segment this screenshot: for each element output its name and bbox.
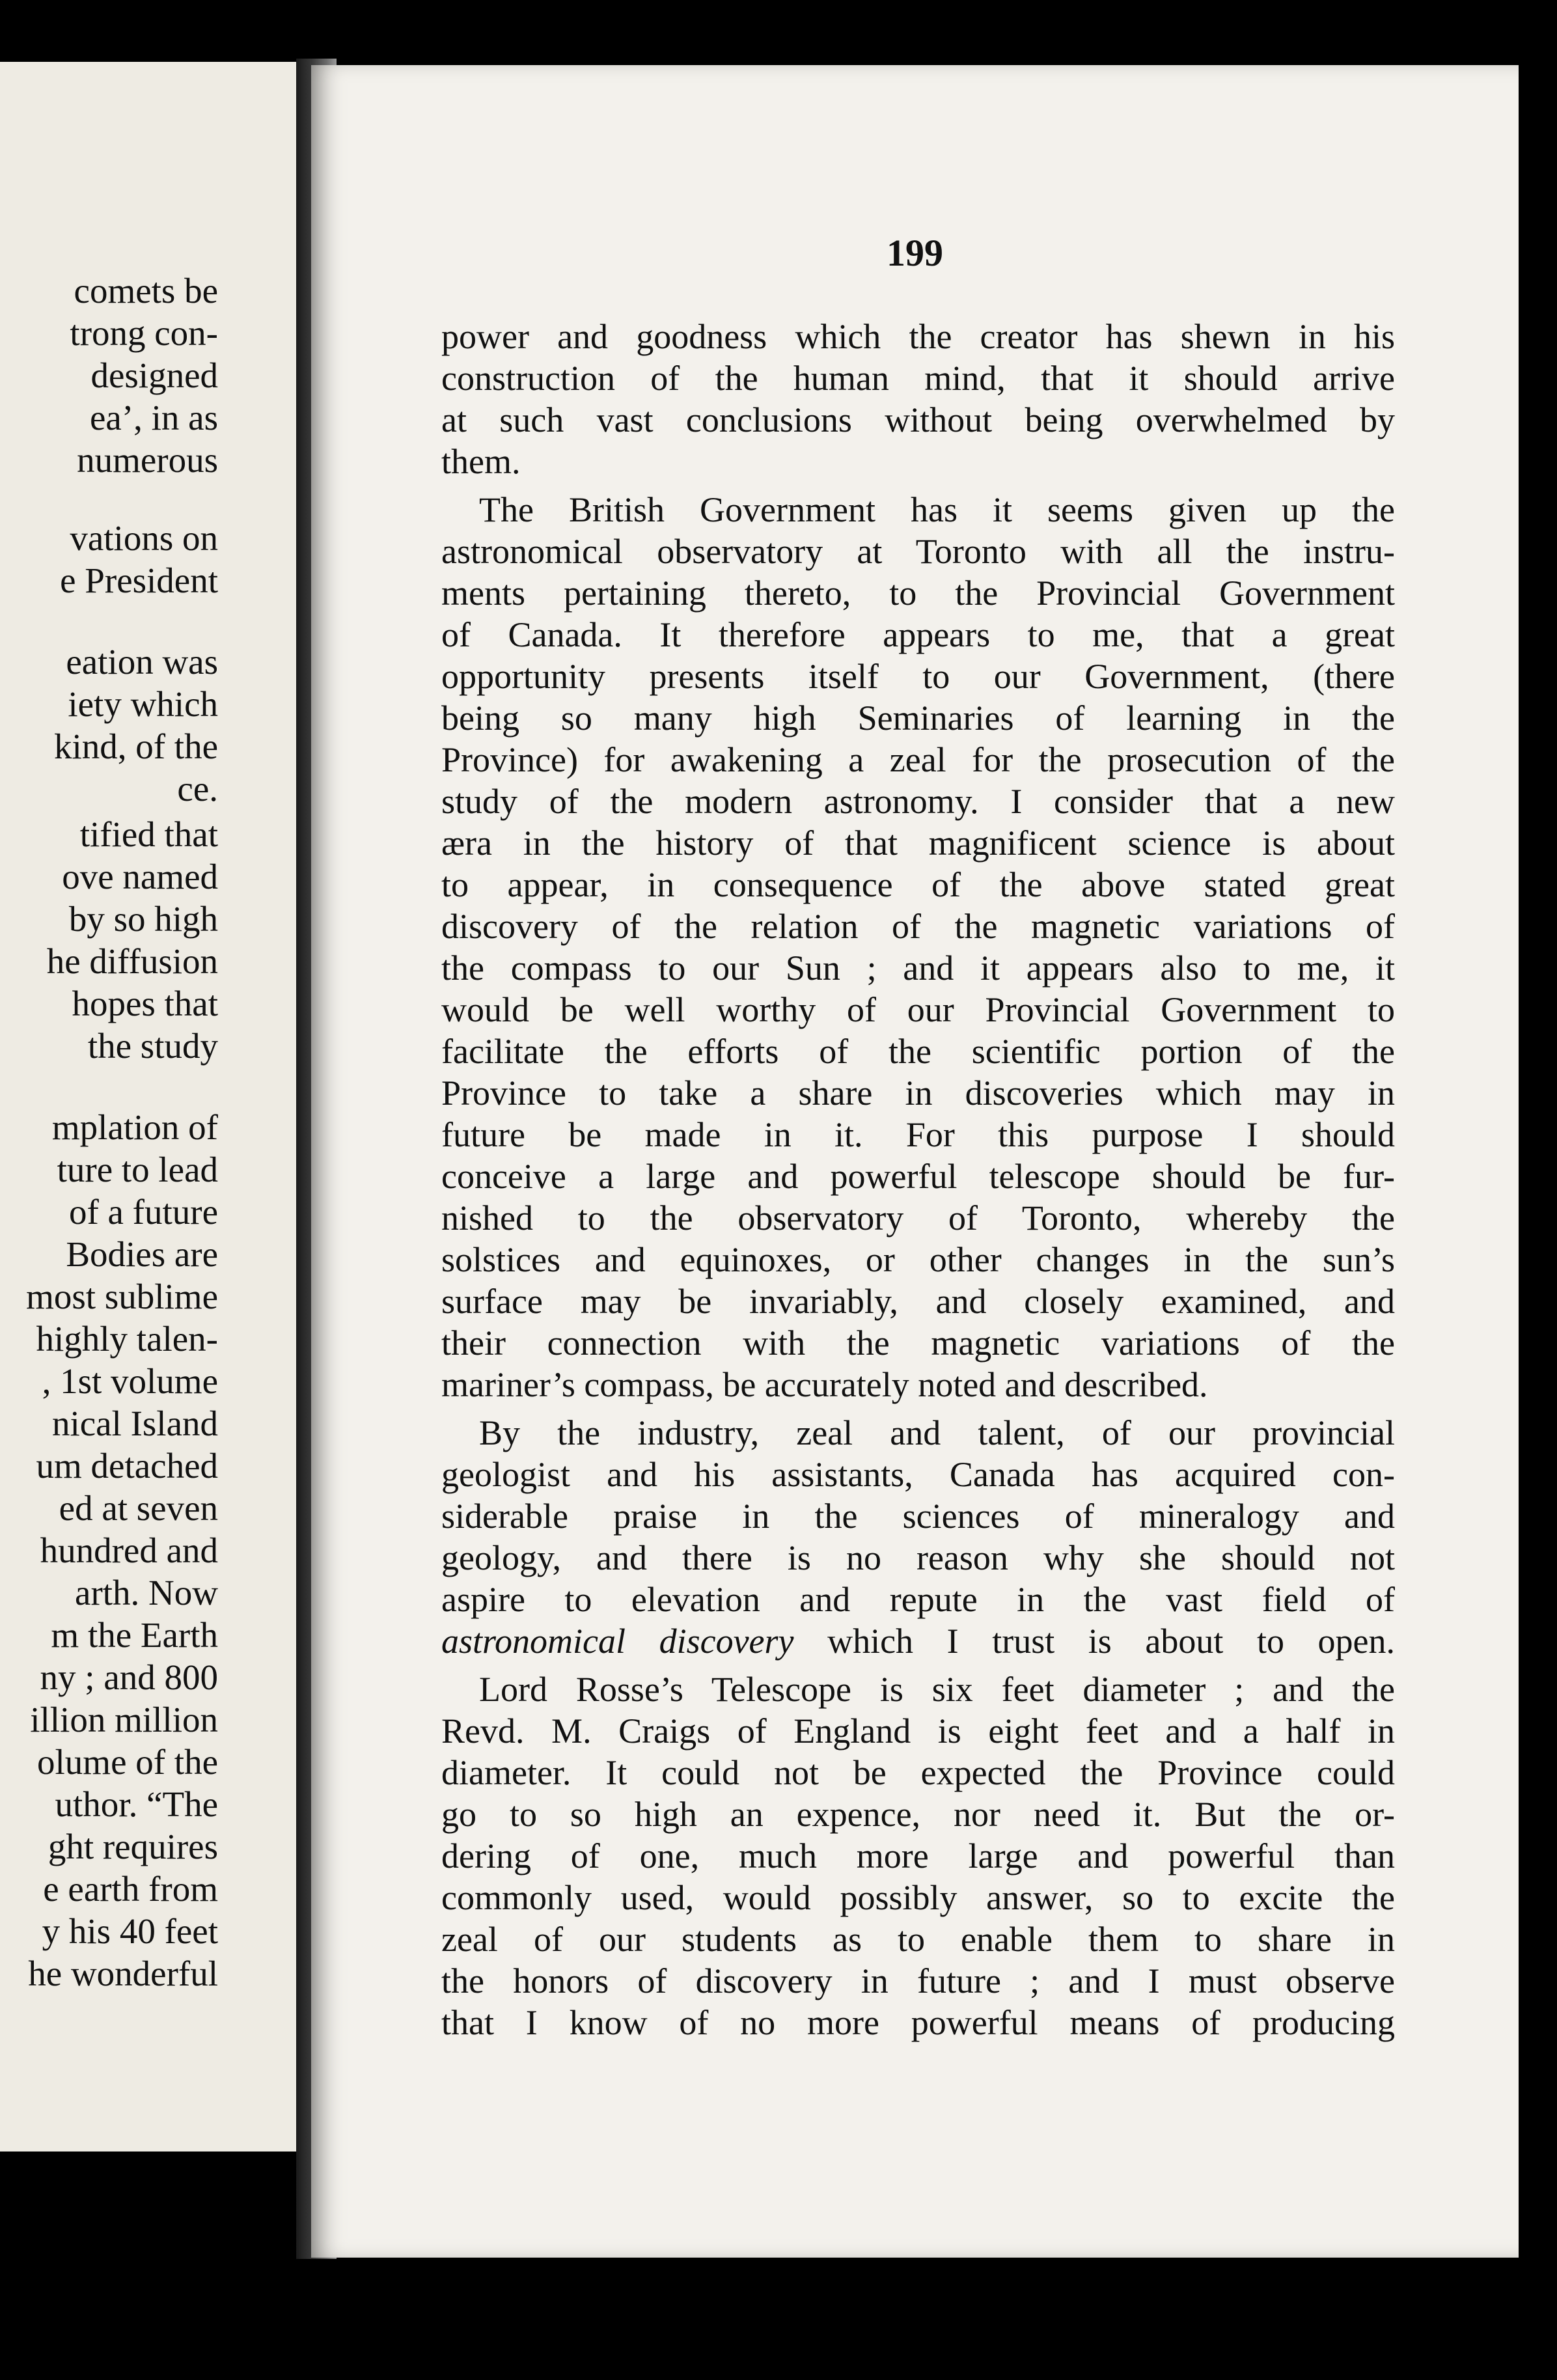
left-page-line: highly talen- bbox=[36, 1319, 218, 1359]
left-page-line: nical Island bbox=[51, 1404, 218, 1443]
text-line: conceive a large and powerful telescope should be fur- bbox=[441, 1157, 1395, 1196]
text-line: future be made in it. For this purpose I should bbox=[441, 1115, 1395, 1154]
left-page-line: most sublime bbox=[26, 1277, 218, 1316]
text-line: their connection with the magnetic variations of the bbox=[441, 1323, 1395, 1363]
text-line: By the industry, zeal and talent, of our provincial bbox=[479, 1413, 1395, 1452]
text-line: the honors of discovery in future ; and I must observe bbox=[441, 1961, 1395, 2000]
body-text bbox=[441, 316, 1395, 2043]
left-page-line: of a future bbox=[68, 1192, 218, 1232]
text-line: geologist and his assistants, Canada has acquired con- bbox=[441, 1455, 1395, 1494]
text-line: of Canada. It therefore appears to me, that a great bbox=[441, 615, 1395, 654]
left-page-line: ny ; and 800 bbox=[40, 1657, 218, 1697]
left-page-line: iety which bbox=[68, 684, 218, 724]
text-line: æra in the history of that magnificent science is about bbox=[441, 823, 1395, 863]
text-line: surface may be invariably, and closely examined, and bbox=[441, 1282, 1395, 1321]
text-line: dering of one, much more large and powerful than bbox=[441, 1836, 1395, 1875]
left-page-line: ce. bbox=[177, 769, 218, 809]
left-page-line: comets be bbox=[74, 271, 218, 311]
left-page-line: numerous bbox=[77, 440, 218, 480]
left-page-line: designed bbox=[90, 355, 218, 395]
text-line: aspire to elevation and repute in the vast field of bbox=[441, 1580, 1395, 1619]
left-page-line: , 1st volume bbox=[42, 1361, 218, 1401]
left-page-line: y his 40 feet bbox=[42, 1911, 218, 1951]
text-line: zeal of our students as to enable them to share in bbox=[441, 1920, 1395, 1959]
left-page-line: arth. Now bbox=[75, 1573, 218, 1612]
text-line: would be well worthy of our Provincial Government to bbox=[441, 990, 1395, 1029]
left-page-line: hopes that bbox=[72, 984, 218, 1023]
text-line: facilitate the efforts of the scientific portion of the bbox=[441, 1032, 1395, 1071]
left-page-line: the study bbox=[87, 1026, 218, 1066]
left-page bbox=[0, 62, 296, 2152]
text-line: opportunity presents itself to our Government, (there bbox=[441, 657, 1395, 696]
text-line: go to so high an expence, nor need it. But the or- bbox=[441, 1795, 1395, 1834]
left-page-line: e President bbox=[60, 560, 218, 600]
left-page-line: he wonderful bbox=[28, 1954, 218, 1993]
right-page bbox=[311, 65, 1519, 2258]
text-line: geology, and there is no reason why she should not bbox=[441, 1538, 1395, 1577]
text-line: The British Government has it seems given up the bbox=[479, 490, 1395, 529]
text-line: construction of the human mind, that it should arrive bbox=[441, 359, 1395, 398]
left-page-line: Bodies are bbox=[66, 1234, 218, 1274]
left-page-line: e earth from bbox=[43, 1869, 218, 1909]
text-line: Revd. M. Craigs of England is eight feet and a half in bbox=[441, 1711, 1395, 1750]
left-page-line: ove named bbox=[62, 857, 218, 896]
text-line: commonly used, would possibly answer, so to excite the bbox=[441, 1878, 1395, 1917]
left-page-line: eation was bbox=[66, 642, 218, 682]
left-page-line: tified that bbox=[79, 814, 218, 854]
text-line: ments pertaining thereto, to the Provincial Government bbox=[441, 574, 1395, 613]
left-page-line: ed at seven bbox=[59, 1488, 218, 1528]
text-span: which I trust is about to open. bbox=[793, 1622, 1395, 1661]
left-page-line: illion million bbox=[30, 1700, 218, 1739]
text-line: siderable praise in the sciences of mineralogy and bbox=[441, 1497, 1395, 1536]
left-page-line: trong con- bbox=[70, 313, 218, 353]
left-page-line: m the Earth bbox=[51, 1615, 218, 1655]
text-line: mariner’s compass, be accurately noted and described. bbox=[441, 1365, 1208, 1404]
left-page-line: by so high bbox=[68, 899, 218, 939]
italic-phrase: astronomical discovery bbox=[441, 1622, 794, 1661]
text-line: the compass to our Sun ; and it appears also to me, it bbox=[441, 948, 1395, 988]
text-line: power and goodness which the creator has shewn in his bbox=[441, 317, 1395, 356]
page-number: 199 bbox=[887, 232, 943, 274]
left-page-line: kind, of the bbox=[53, 726, 218, 766]
left-page-line: mplation of bbox=[51, 1107, 218, 1147]
left-page-line: uthor. “The bbox=[55, 1784, 218, 1824]
left-page-line: he diffusion bbox=[46, 941, 218, 981]
text-line: solstices and equinoxes, or other changes in the sun’s bbox=[441, 1240, 1395, 1279]
left-page-line: ght requires bbox=[48, 1827, 218, 1866]
left-page-line: um detached bbox=[36, 1446, 218, 1486]
text-line: Province) for awakening a zeal for the prosecution of the bbox=[441, 740, 1395, 779]
text-line: diameter. It could not be expected the Province could bbox=[441, 1753, 1395, 1792]
left-page-line: vations on bbox=[70, 518, 218, 558]
left-page-line: hundred and bbox=[40, 1530, 218, 1570]
text-line: Lord Rosse’s Telescope is six feet diameter ; and the bbox=[479, 1670, 1395, 1709]
left-page-line: ture to lead bbox=[57, 1150, 218, 1189]
text-line: discovery of the relation of the magnetic variations of bbox=[441, 907, 1395, 946]
text-line: study of the modern astronomy. I consider that a new bbox=[441, 782, 1395, 821]
text-line: to appear, in consequence of the above stated great bbox=[441, 865, 1395, 904]
text-line: them. bbox=[441, 442, 521, 481]
text-line: nished to the observatory of Toronto, whereby the bbox=[441, 1198, 1395, 1238]
text-line: astronomical observatory at Toronto with all the instru- bbox=[441, 532, 1395, 571]
text-line: that I know of no more powerful means of producing bbox=[441, 2003, 1395, 2042]
left-page-line: ea’, in as bbox=[90, 398, 218, 437]
left-page-line: olume of the bbox=[37, 1742, 218, 1782]
text-line: Province to take a share in discoveries which may in bbox=[441, 1073, 1395, 1113]
text-line bbox=[441, 1620, 1395, 1662]
text-line: being so many high Seminaries of learning in the bbox=[441, 699, 1395, 738]
text-line: at such vast conclusions without being overwhelmed by bbox=[441, 400, 1395, 439]
